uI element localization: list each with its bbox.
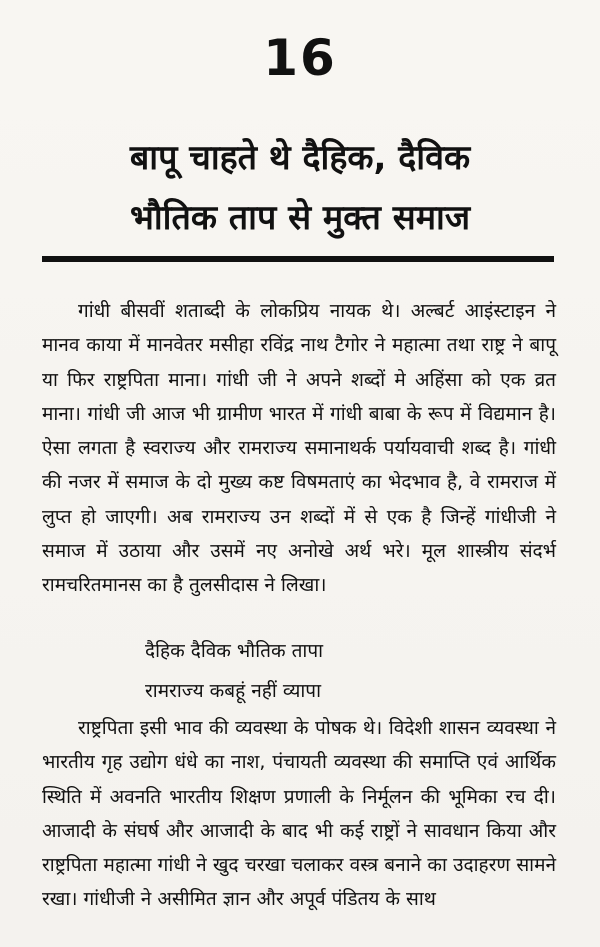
title-divider [42,256,554,262]
verse-line-2: रामराज्य कबहूं नहीं व्यापा [145,680,321,702]
chapter-title-line-1: बापू चाहते थे दैहिक, दैविक [129,138,471,178]
chapter-title-line-2: भौतिक ताप से मुक्त समाज [129,198,471,238]
verse-line-1: दैहिक दैविक भौतिक तापा [145,640,324,662]
chapter-title [40,128,560,248]
chapter-number: 16 [263,29,337,87]
body-paragraph-2-block [42,711,556,917]
body-paragraph-2: राष्ट्रपिता इसी भाव की व्यवस्था के पोषक थे। विदेशी शासन व्यवस्था ने भारतीय गृह उद्योग धंधे का नाश, पंचायती व्यवस्था की समाप्ति एवं आर्थिक स्थिति में अवनति भारतीय शिक्षण प्रणाली के निर्मूलन की भूमिका रच दी। आजादी के संघर्ष और आजादी के बाद भी कई राष्ट्रों ने सावधान किया और राष्ट्रपिता महात्मा गांधी ने खुद चरखा चलाकर वस्त्र बनाने का उदाहरण सामने रखा। गांधीजी ने असीमित ज्ञान और अपूर्व पंडितय के साथ [42,717,556,911]
body-paragraph-1: गांधी बीसवीं शताब्दी के लोकप्रिय नायक थे। अल्बर्ट आइंस्टाइन ने मानव काया में मानवेतर मसीहा रविंद्र नाथ टैगोर ने महात्मा तथा राष्ट्र ने बापू या फिर राष्ट्रपिता माना। गांधी जी ने अपने शब्दों मे अहिंसा को एक व्रत माना। गांधी जी आज भी ग्रामीण भारत में गांधी बाबा के रूप में विद्यमान है। ऐसा लगता है स्वराज्य और रामराज्य समानाथर्क पर्यायवाची शब्द है। गांधी की नजर में समाज के दो मुख्य कष्ट विषमताएं का भेदभाव है, वे रामराज में लुप्त हो जाएगी। अब रामराज्य उन शब्दों में से एक है जिन्हें गांधीजी ने समाज में उठाया और उसमें नए अनोखे अर्थ भरे। मूल शास्त्रीय संदर्भ रामचरितमानस का है तुलसीदास ने लिखा। [42,300,556,597]
body-paragraph-1-block [42,294,556,603]
